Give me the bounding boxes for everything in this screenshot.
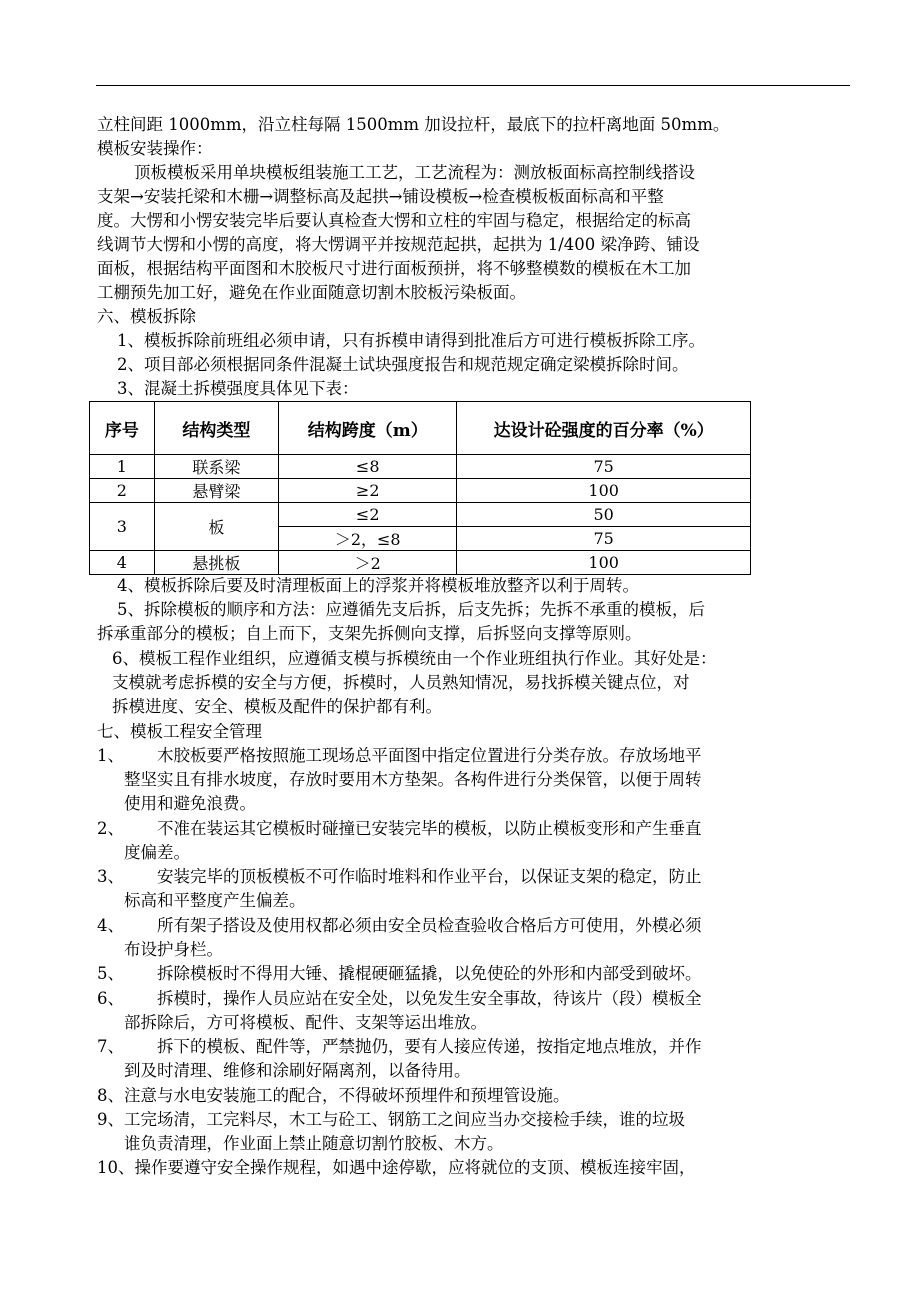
table-cell: 3	[90, 503, 155, 551]
list-item: 3、混凝土拆模强度具体见下表：	[117, 379, 359, 398]
list-item: 5、拆除模板的顺序和方法：应遵循先支后拆，后支先拆；先拆不承重的模板，后	[117, 600, 705, 619]
table-cell: 100	[457, 479, 751, 503]
table-cell: 75	[457, 455, 751, 479]
section-heading-6: 六、模板拆除	[97, 307, 196, 326]
paragraph-line: 线调节大愣和小愣的高度，将大愣调平并按规范起拱，起拱为 1/400 梁净跨、铺设	[97, 235, 700, 254]
list-item: 8、注意与水电安装施工的配合，不得破坏预埋件和预埋管设施。	[97, 1086, 570, 1105]
paragraph-line: 面板，根据结构平面图和木胶板尺寸进行面板预拼，将不够整模数的模板在木工加	[97, 259, 691, 278]
paragraph-line: 工棚预先加工好，避免在作业面随意切割木胶板污染板面。	[97, 283, 526, 302]
list-item-cont: 度偏差。	[124, 843, 190, 862]
list-item: 木胶板要严格按照施工现场总平面图中指定位置进行分类存放。存放场地平	[157, 746, 702, 765]
list-item-cont: 拆承重部分的模板；自上而下，支架先拆侧向支撑，后拆竖向支撑等原则。	[97, 624, 642, 643]
header-cell: 结构跨度（m）	[279, 402, 457, 455]
table-row	[90, 479, 751, 503]
stripping-strength-table	[89, 401, 751, 575]
table-row	[90, 551, 751, 575]
item-number: 4、	[97, 916, 124, 935]
item-number: 6、	[97, 989, 124, 1008]
table-cell: 悬挑板	[154, 551, 278, 575]
table-cell: 1	[90, 455, 155, 479]
list-item-cont: 谁负责清理，作业面上禁止随意切割竹胶板、木方。	[124, 1134, 504, 1153]
list-item: 拆除模板时不得用大锤、撬棍硬砸猛撬，以免使砼的外形和内部受到破坏。	[157, 964, 702, 983]
table-cell: ＞2，≤8	[279, 527, 457, 551]
list-item-cont: 使用和避免浪费。	[124, 794, 256, 813]
table-cell: 联系梁	[154, 455, 278, 479]
table-cell: 2	[90, 479, 155, 503]
table-cell: ＞2	[279, 551, 457, 575]
list-item-cont: 布设护身栏。	[124, 940, 223, 959]
list-item-cont: 标高和平整度产生偏差。	[124, 891, 306, 910]
list-item: 拆模时，操作人员应站在安全处，以免发生安全事故，待该片（段）模板全	[157, 989, 702, 1008]
paragraph-line: 度。大愣和小愣安装完毕后要认真检查大愣和立柱的牢固与稳定，根据给定的标高	[97, 211, 691, 230]
paragraph-line: 支架→安装托梁和木栅→调整标高及起拱→铺设模板→检查模板板面标高和平整	[97, 187, 664, 206]
list-item: 6、模板工程作业组织，应遵循支模与拆模统由一个作业班组执行作业。其好处是：	[112, 649, 717, 668]
list-item: 安装完毕的顶板模板不可作临时堆料和作业平台，以保证支架的稳定，防止	[157, 867, 702, 886]
item-number: 5、	[97, 964, 124, 983]
header-rule	[96, 85, 850, 86]
table-cell: 100	[457, 551, 751, 575]
list-item: 4、模板拆除后要及时清理板面上的浮浆并将模板堆放整齐以利于周转。	[117, 576, 639, 595]
list-item: 拆下的模板、配件等，严禁抛仍，要有人接应传递，按指定地点堆放，并作	[157, 1037, 702, 1056]
table-cell: 悬臂梁	[154, 479, 278, 503]
table-cell: 板	[154, 503, 278, 551]
table-header-row	[90, 402, 751, 455]
list-item-cont: 到及时清理、维修和涂刷好隔离剂，以备待用。	[124, 1061, 471, 1080]
list-item: 不准在装运其它模板时碰撞已安装完毕的模板，以防止模板变形和产生垂直	[157, 819, 702, 838]
list-item: 10、操作要遵守安全操作规程，如遇中途停歇，应将就位的支顶、模板连接牢固，	[97, 1158, 696, 1177]
item-number: 7、	[97, 1037, 124, 1056]
table-cell: 75	[457, 527, 751, 551]
table-cell: ≥2	[279, 479, 457, 503]
table-cell: ≤8	[279, 455, 457, 479]
heading-formwork-installation: 模板安装操作：	[97, 139, 213, 158]
table-cell: 50	[457, 503, 751, 527]
item-number: 2、	[97, 819, 124, 838]
list-item-cont: 支模就考虑拆模的安全与方便，拆模时，人员熟知情况，易找拆模关键点位，对	[112, 673, 690, 692]
item-number: 3、	[97, 867, 124, 886]
table-row	[90, 503, 751, 527]
table-cell: ≤2	[279, 503, 457, 527]
paragraph-column-spacing: 立柱间距 1000mm，沿立柱每隔 1500mm 加设拉杆，最底下的拉杆离地面 50mm。	[97, 115, 730, 134]
list-item: 2、项目部必须根据同条件混凝土试块强度报告和规范规定确定梁模拆除时间。	[117, 355, 689, 374]
list-item: 所有架子搭设及使用权都必须由安全员检查验收合格后方可使用，外模必须	[157, 916, 702, 935]
header-cell: 达设计砼强度的百分率（%）	[457, 402, 751, 455]
item-number: 1、	[97, 746, 124, 765]
list-item: 1、模板拆除前班组必须申请，只有拆模申请得到批准后方可进行模板拆除工序。	[117, 331, 705, 350]
header-cell: 结构类型	[154, 402, 278, 455]
table-cell: 4	[90, 551, 155, 575]
list-item: 9、工完场清，工完料尽，木工与砼工、钢筋工之间应当办交接检手续，谁的垃圾	[97, 1110, 685, 1129]
paragraph-line: 顶板模板采用单块模板组装施工工艺，工艺流程为：测放板面标高控制线搭设	[134, 163, 695, 182]
list-item-cont: 拆模进度、安全、模板及配件的保护都有利。	[112, 697, 442, 716]
list-item-cont: 部拆除后，方可将模板、配件、支架等运出堆放。	[124, 1013, 487, 1032]
table-row	[90, 455, 751, 479]
section-heading-7: 七、模板工程安全管理	[97, 722, 262, 741]
header-cell: 序号	[90, 402, 155, 455]
list-item-cont: 整坚实且有排水坡度，存放时要用木方垫架。各构件进行分类保管，以便于周转	[124, 770, 702, 789]
